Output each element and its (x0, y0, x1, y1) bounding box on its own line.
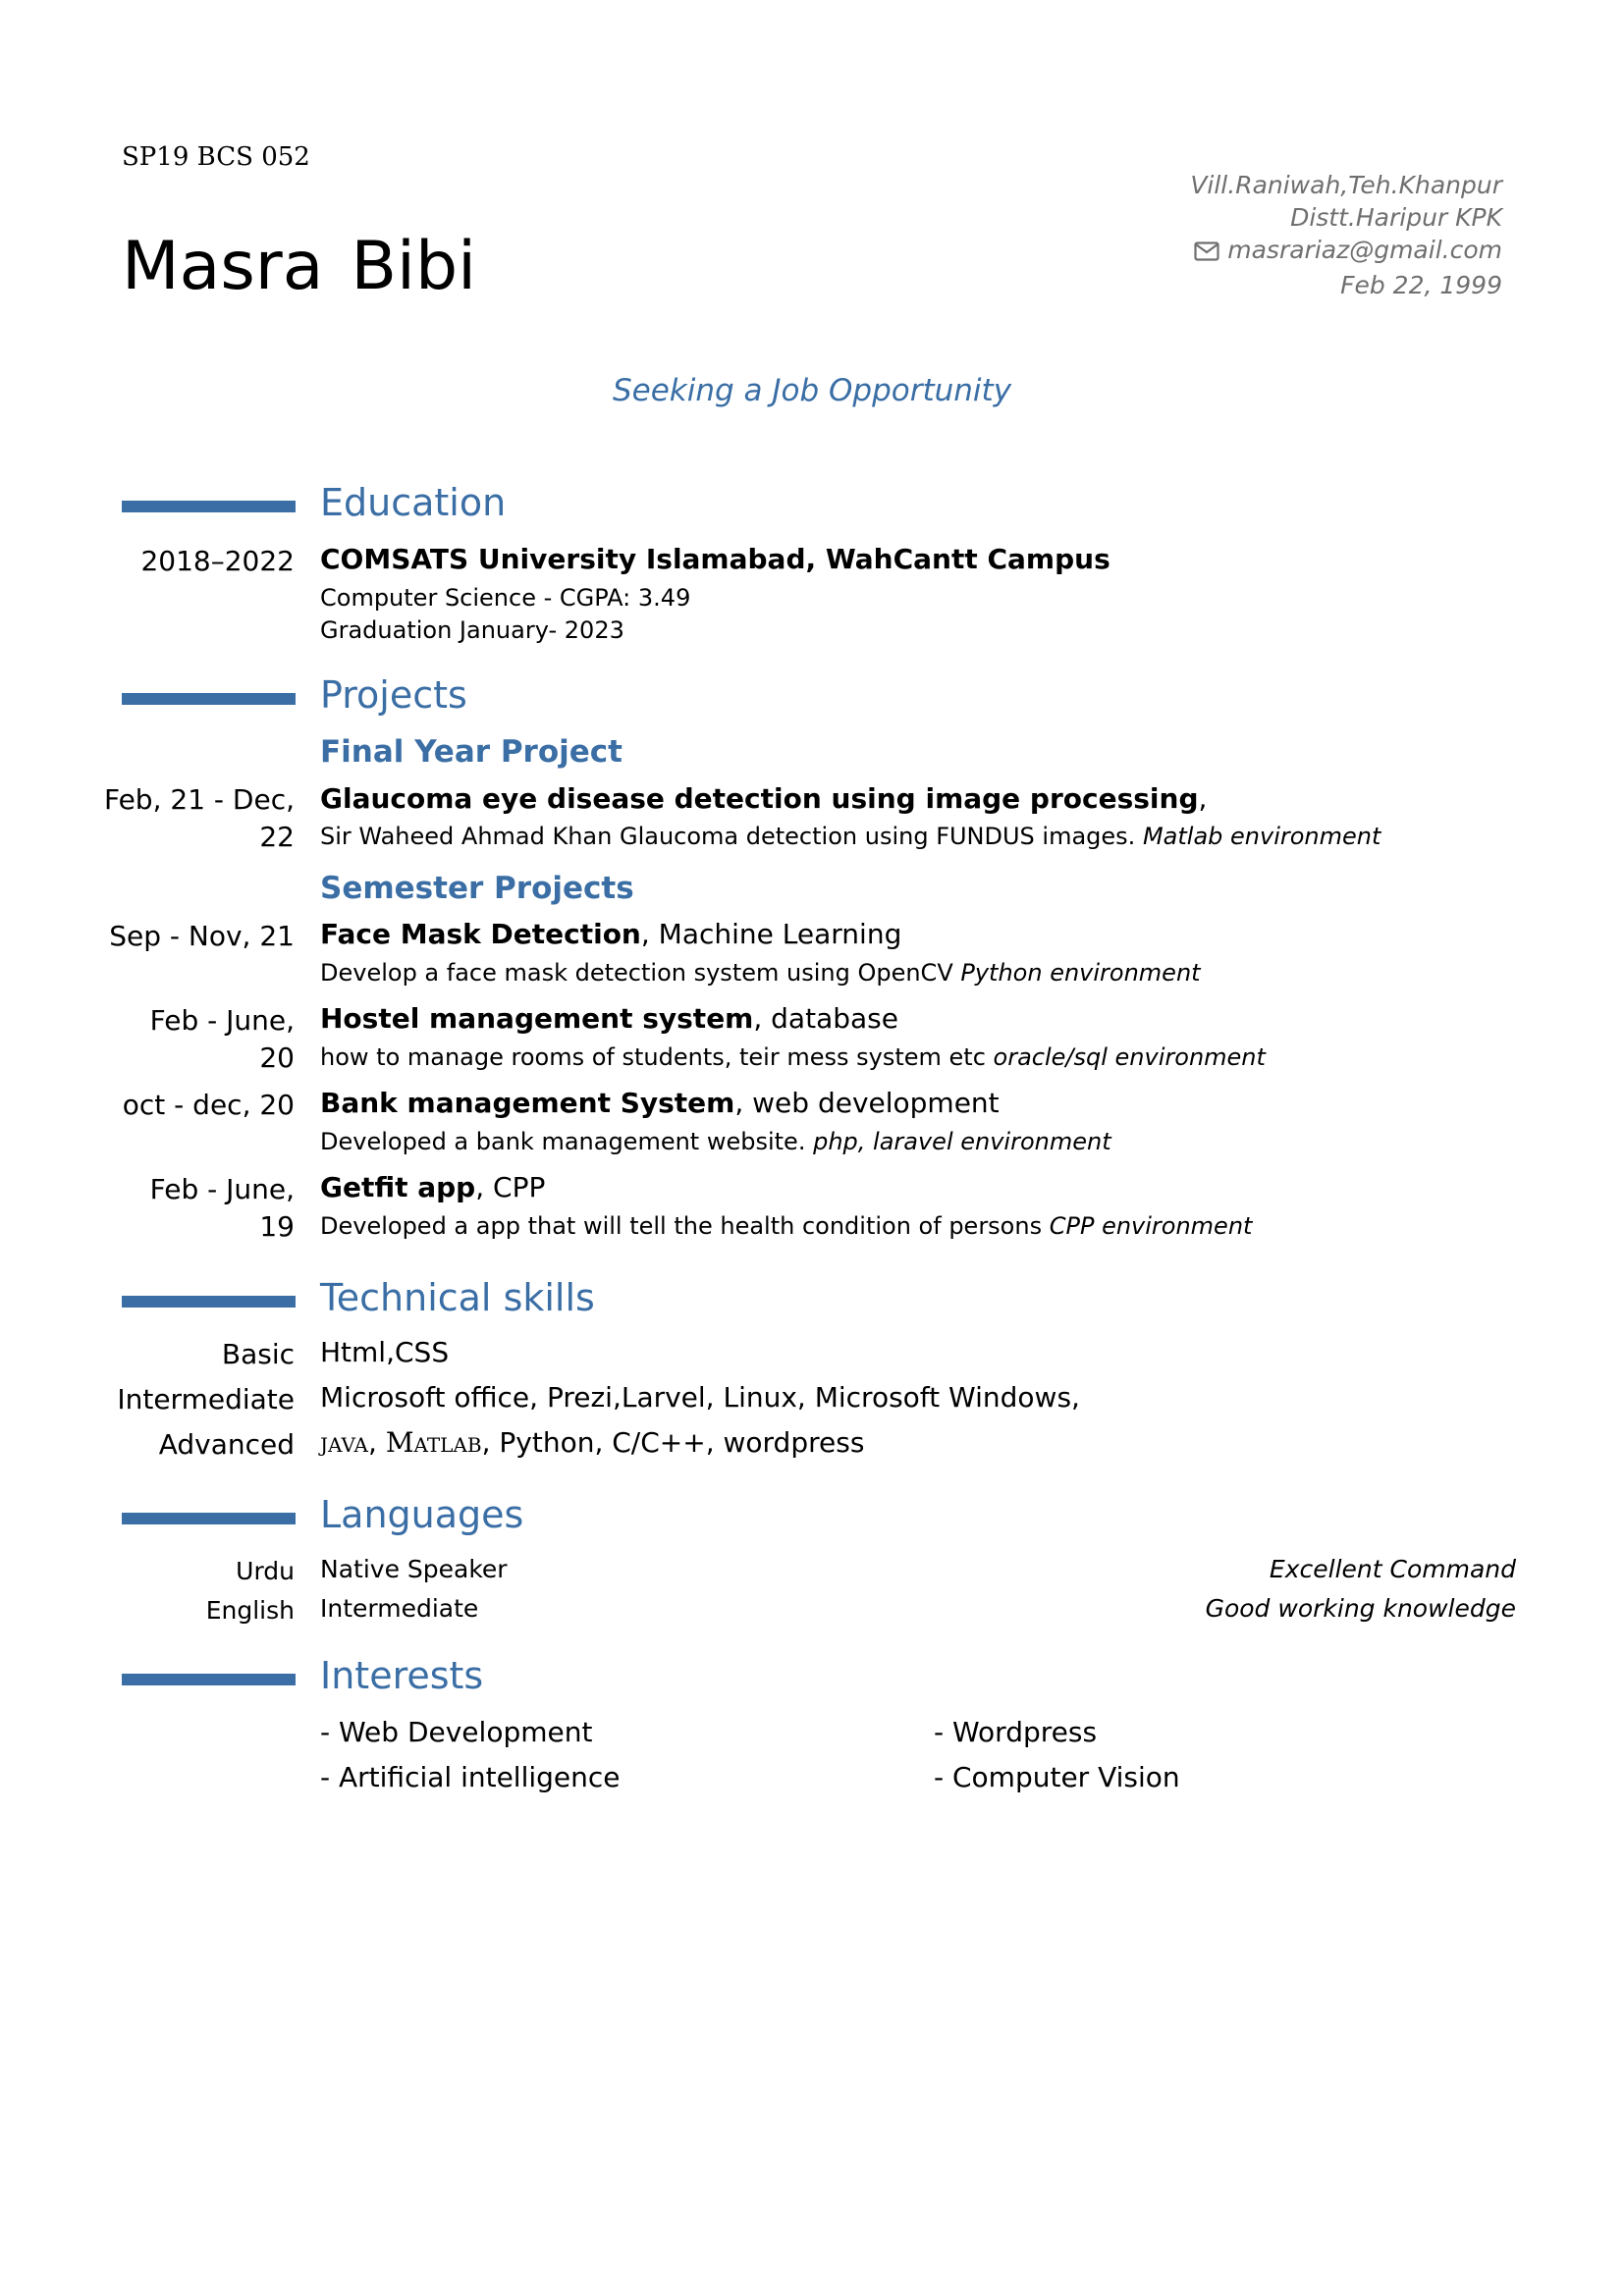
project-env: CPP environment (1049, 1212, 1253, 1240)
date-line: Feb - June, (149, 1004, 295, 1037)
semester-project-title (320, 918, 901, 950)
skill-matlab: Matlab (385, 1426, 482, 1459)
semester-project-title (320, 1087, 1000, 1119)
semester-project-desc (320, 959, 1201, 987)
project-desc: Developed a app that will tell the health condition of persons (320, 1212, 1043, 1240)
project-category: , CPP (475, 1171, 546, 1203)
project-env: php, laravel environment (813, 1128, 1111, 1155)
project-category: , Machine Learning (640, 918, 902, 950)
final-year-project-heading: Final Year Project (320, 734, 623, 770)
project-title: Hostel management system (320, 1002, 754, 1035)
project-title: Glaucoma eye disease detection using image processing (320, 782, 1199, 815)
final-project-desc (320, 823, 1380, 850)
roll-number: SP19 BCS 052 (122, 142, 310, 172)
interest-item: - Web Development (320, 1716, 593, 1748)
project-title: Face Mask Detection (320, 918, 641, 950)
interest-item: - Artificial intelligence (320, 1761, 621, 1793)
projects-heading: Projects (320, 673, 467, 717)
semester-project-date (123, 1087, 295, 1124)
project-env: Python environment (960, 959, 1201, 987)
semester-project-date (150, 1171, 295, 1246)
full-name (122, 228, 476, 305)
semester-project-date (150, 1002, 295, 1077)
education-date: 2018–2022 (140, 545, 295, 577)
contact-block (913, 169, 1502, 301)
project-category: , web development (734, 1087, 1000, 1119)
address-line-2: Distt.Haripur KPK (1290, 203, 1502, 232)
language-name: English (205, 1596, 295, 1625)
semester-project-desc (320, 1212, 1252, 1240)
envelope-icon (1194, 237, 1219, 269)
semester-project-date (109, 918, 295, 955)
languages-heading: Languages (320, 1493, 524, 1536)
language-comment: Excellent Command (1269, 1555, 1516, 1583)
project-category: , database (753, 1002, 898, 1035)
skill-list (320, 1426, 864, 1459)
project-title: Bank management System (320, 1087, 735, 1119)
date-line: Feb - June, (149, 1173, 295, 1205)
skills-section-bar (122, 1296, 296, 1308)
semester-project-desc (320, 1043, 1266, 1071)
project-env: Matlab environment (1142, 823, 1381, 850)
project-env: oracle/sql environment (993, 1043, 1266, 1071)
language-name: Urdu (236, 1557, 295, 1585)
final-project-title (320, 782, 1207, 815)
interests-heading: Interests (320, 1654, 484, 1697)
project-desc: Sir Waheed Ahmad Khan Glaucoma detection using FUNDUS images. (320, 823, 1136, 850)
semester-project-title (320, 1002, 898, 1035)
language-comment: Good working knowledge (1205, 1594, 1516, 1623)
semester-projects-heading: Semester Projects (320, 871, 634, 906)
final-project-date (104, 781, 295, 856)
skill-rest: , Python, C/C++, wordpress (481, 1426, 865, 1459)
project-desc: Develop a face mask detection system using OpenCV (320, 959, 953, 987)
skills-heading: Technical skills (320, 1276, 595, 1319)
education-graduation: Graduation January- 2023 (320, 616, 624, 644)
education-institution: COMSATS University Islamabad, WahCantt Campus (320, 543, 1110, 575)
last-name: Bibi (351, 228, 477, 305)
language-level: Intermediate (320, 1594, 479, 1623)
skill-level-label: Advanced (158, 1428, 295, 1461)
semester-project-desc (320, 1128, 1111, 1155)
date-line: 20 (259, 1041, 295, 1074)
semester-project-title (320, 1171, 545, 1203)
language-level: Native Speaker (320, 1555, 508, 1583)
education-section-bar (122, 501, 296, 512)
first-name: Masra (122, 228, 324, 305)
skill-level-label: Intermediate (117, 1383, 295, 1415)
objective: Seeking a Job Opportunity (612, 373, 1012, 408)
project-title: Getfit app (320, 1171, 476, 1203)
email-link[interactable]: masrariaz@gmail.com (1227, 236, 1502, 264)
languages-section-bar (122, 1513, 296, 1524)
date-line: Feb, 21 - Dec, (104, 783, 295, 816)
education-degree: Computer Science - CGPA: 3.49 (320, 584, 691, 612)
skill-separator: , (368, 1426, 386, 1459)
projects-section-bar (122, 693, 296, 705)
interests-section-bar (122, 1674, 296, 1685)
date-line: oct - dec, 20 (122, 1089, 295, 1121)
birth-date: Feb 22, 1999 (1340, 271, 1502, 299)
email-row (913, 234, 1502, 269)
project-desc: Developed a bank management website. (320, 1128, 806, 1155)
project-desc: how to manage rooms of students, teir mess system etc (320, 1043, 986, 1071)
interest-item: - Wordpress (934, 1716, 1098, 1748)
education-heading: Education (320, 481, 507, 524)
date-line: 19 (259, 1210, 295, 1243)
address-line-1: Vill.Raniwah,Teh.Khanpur (1190, 171, 1502, 199)
skill-level-label: Basic (221, 1338, 295, 1370)
interest-item: - Computer Vision (934, 1761, 1180, 1793)
skill-java: java (320, 1426, 368, 1459)
date-line: Sep - Nov, 21 (109, 920, 295, 952)
skill-list: Microsoft office, Prezi,Larvel, Linux, Microsoft Windows, (320, 1381, 1080, 1414)
skill-list: Html,CSS (320, 1336, 450, 1368)
project-title-suffix: , (1198, 782, 1208, 815)
date-line: 22 (259, 821, 295, 853)
